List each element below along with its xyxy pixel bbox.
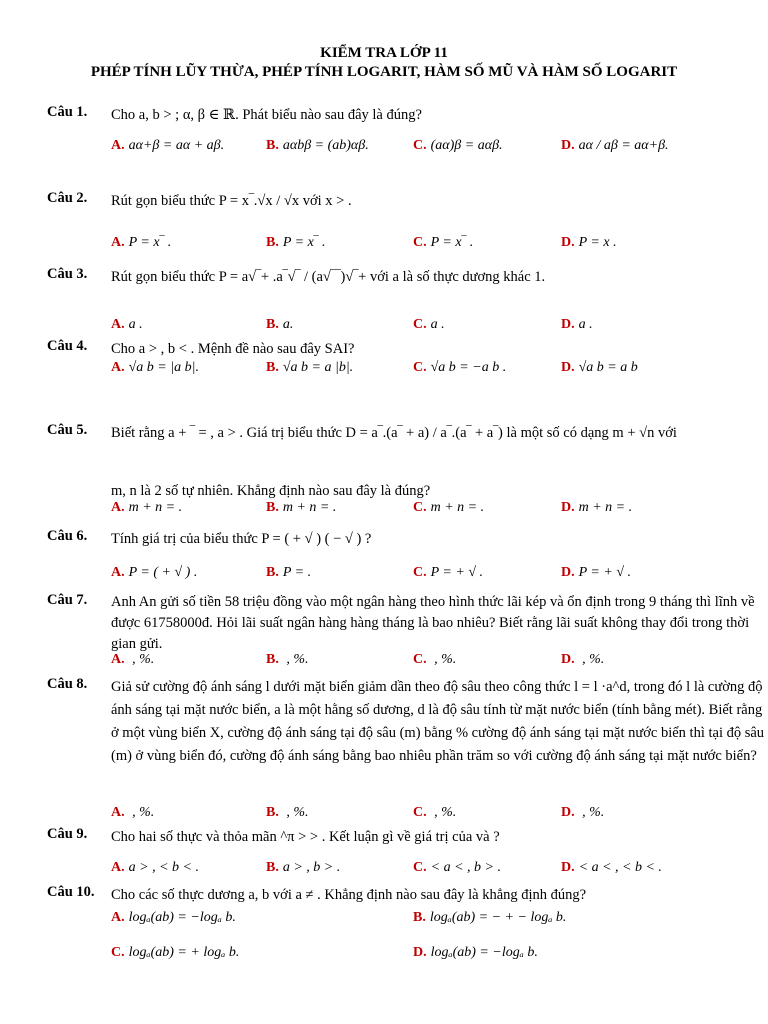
option-b[interactable]: B. aαbβ = (ab)αβ. [266,138,369,153]
options-row [111,945,768,965]
option-d[interactable]: D. logₐ(ab) = −logₐ b. [413,945,538,960]
option-d[interactable]: D. < a < , < b < . [561,860,662,875]
question-number: Câu 3. [47,266,88,282]
options-row [111,235,768,255]
question-number: Câu 2. [47,190,88,206]
question-text: Rút gọn biểu thức P = x‾.√x / √x với x > . [111,193,352,209]
question-number: Câu 8. [47,676,88,692]
option-c[interactable]: C. P = x‾ . [413,235,474,250]
option-a[interactable]: A. a . [111,317,143,332]
option-c[interactable]: C. m + n = . [413,500,485,515]
option-d[interactable]: D. m + n = . [561,500,633,515]
option-c[interactable]: C. , %. [413,652,457,667]
options-row [111,317,768,337]
option-c[interactable]: C. logₐ(ab) = + logₐ b. [111,945,240,960]
option-b[interactable]: B. m + n = . [266,500,337,515]
option-b[interactable]: B. a > , b > . [266,860,341,875]
exam-subtitle: PHÉP TÍNH LŨY THỪA, PHÉP TÍNH LOGARIT, HÀM SỐ MŨ VÀ HÀM SỐ LOGARIT [90,64,678,80]
options-row [111,565,768,585]
question-number: Câu 4. [47,338,88,354]
option-b[interactable]: B. , %. [266,805,309,820]
option-d[interactable]: D. √a b = a b [561,360,638,375]
question-number: Câu 6. [47,528,88,544]
option-d[interactable]: D. a . [561,317,593,332]
option-a[interactable]: A. logₐ(ab) = −logₐ b. [111,910,236,925]
option-c[interactable]: C. (aα)β = aαβ. [413,138,503,153]
option-c[interactable]: C. P = + √ . [413,565,484,580]
question-number: Câu 1. [47,104,88,120]
option-c[interactable]: C. < a < , b > . [413,860,501,875]
option-b[interactable]: B. √a b = a |b|. [266,360,354,375]
question-text: Anh An gửi số tiền 58 triệu đồng vào một ngân hàng theo hình thức lãi kép và ổn định trong 9 tháng thì lĩnh về được 61758000đ. Hỏi lãi suất ngân hàng hàng tháng là bao nhiêu? Biết rằng lãi suất không thay đổi trong thời gian gửi. [111,594,755,652]
option-b[interactable]: B. a. [266,317,294,332]
option-a[interactable]: A. aα+β = aα + aβ. [111,138,225,153]
question-number: Câu 7. [47,592,88,608]
option-a[interactable]: A. √a b = |a b|. [111,360,199,375]
option-d[interactable]: D. P = + √ . [561,565,632,580]
option-a[interactable]: A. P = ( + √ ) . [111,565,198,580]
question-text: Tính giá trị của biểu thức P = ( + √ ) ( − √ ) ? [111,531,372,547]
option-b[interactable]: B. P = . [266,565,312,580]
options-row [111,652,768,672]
option-b[interactable]: B. P = x‾ . [266,235,326,250]
options-row [111,500,768,520]
option-a[interactable]: A. m + n = . [111,500,183,515]
option-b[interactable]: B. , %. [266,652,309,667]
options-row [111,910,768,930]
question-number: Câu 10. [47,884,95,900]
option-a[interactable]: A. a > , < b < . [111,860,199,875]
options-row [111,360,768,380]
question-number: Câu 9. [47,826,88,842]
options-row [111,860,768,880]
option-c[interactable]: C. √a b = −a b . [413,360,507,375]
option-d[interactable]: D. P = x . [561,235,617,250]
question-text: Cho a, b > ; α, β ∈ ℝ. Phát biểu nào sau đây là đúng? [111,107,422,123]
options-row [111,805,768,825]
question-text: Giả sử cường độ ánh sáng l dưới mặt biển giảm dần theo độ sâu theo công thức l = l ·a^d, trong đó l là cường độ ánh sáng tại mặt nước biển, a là một hằng số dương, d là độ sâu tính từ mặt nước biển (tính bằng mét). Biết rằng ở một vùng biển X, cường độ ánh sáng tại độ sâu (m) bằng % cường độ ánh sáng tại mặt nước biển thì tại độ sâu (m) ở vùng biển đó, cường độ ánh sáng bằng bao nhiêu phần trăm so với cường độ ánh sáng tại mặt nước biển? [111,679,765,764]
option-d[interactable]: D. , %. [561,652,605,667]
options-row [111,138,768,158]
option-a[interactable]: A. P = x‾ . [111,235,172,250]
question-text: Biết rằng a + ‾ = , a > . Giá trị biểu thức D = a‾.(a‾ + a) / a‾.(a‾ + a‾) là một số có dạng m + √n với [111,425,677,441]
question-text: Rút gọn biểu thức P = a√‾+ .a‾√‾ / (a√‾‾)√‾+ với a là số thực dương khác 1. [111,269,546,285]
option-a[interactable]: A. , %. [111,805,155,820]
question-text-cont: m, n là 2 số tự nhiên. Khẳng định nào sau đây là đúng? [111,483,431,499]
option-d[interactable]: D. aα / aβ = aα+β. [561,138,669,153]
exam-title: KIỂM TRA LỚP 11 [320,45,448,61]
question-text: Cho a > , b < . Mệnh đề nào sau đây SAI? [111,341,355,357]
option-c[interactable]: C. , %. [413,805,457,820]
question-number: Câu 5. [47,422,88,438]
option-a[interactable]: A. , %. [111,652,155,667]
option-c[interactable]: C. a . [413,317,445,332]
question-text: Cho hai số thực và thỏa mãn ^π > > . Kết luận gì về giá trị của và ? [111,829,500,845]
question-text: Cho các số thực dương a, b với a ≠ . Khẳng định nào sau đây là khẳng định đúng? [111,887,587,903]
option-b[interactable]: B. logₐ(ab) = − + − logₐ b. [413,910,567,925]
option-d[interactable]: D. , %. [561,805,605,820]
